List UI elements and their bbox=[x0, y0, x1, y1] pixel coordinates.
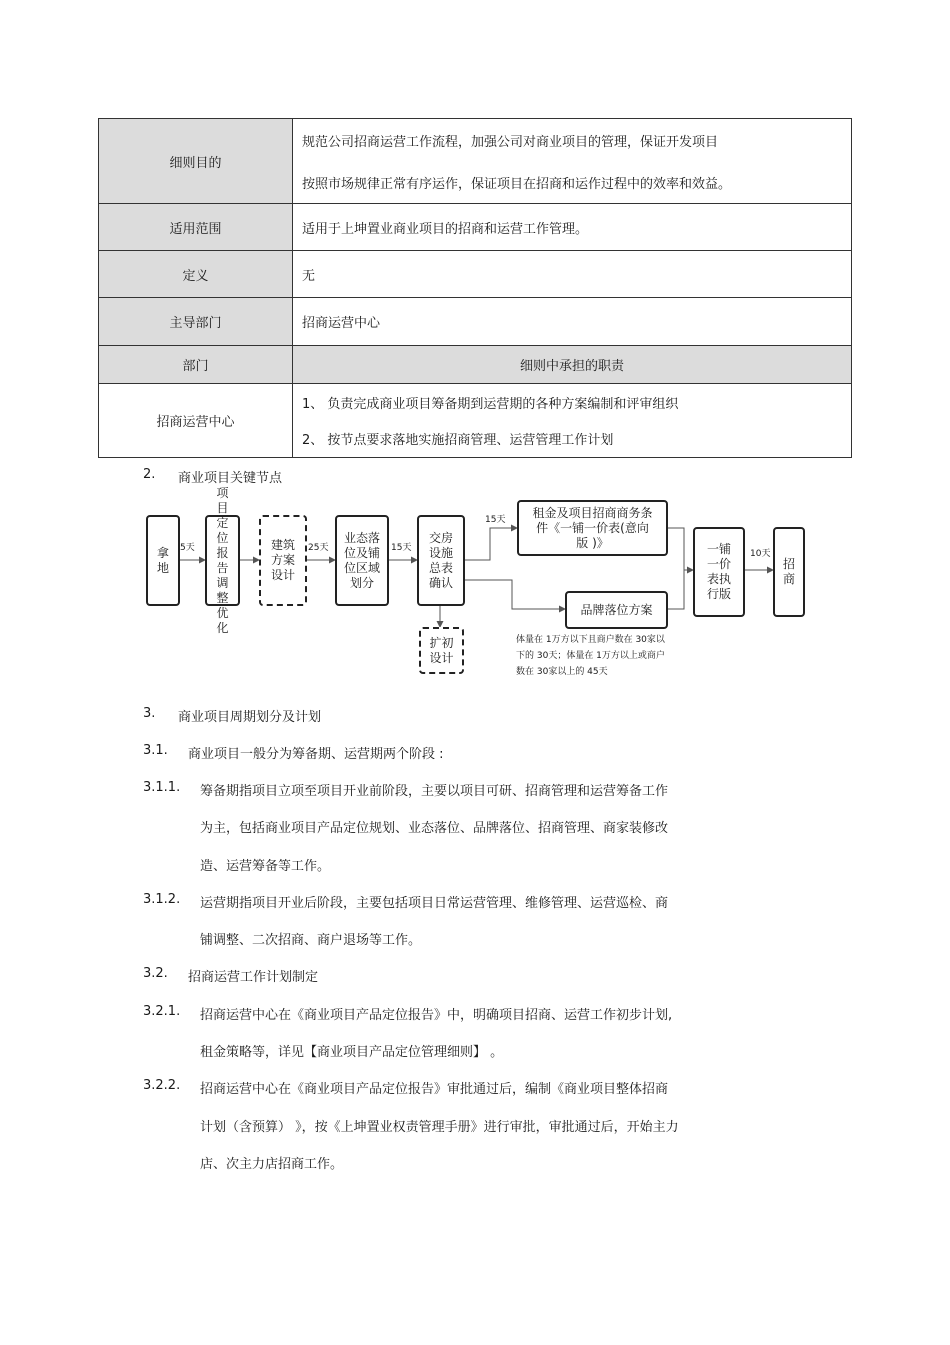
duty-item-1: 1、 负责完成商业项目筹备期到运营期的各种方案编制和评审组织 bbox=[302, 396, 679, 412]
arrow-9 bbox=[668, 570, 684, 609]
scope-label: 适用范围 bbox=[99, 204, 293, 250]
section-3-1-1-line-2: 为主，包括商业项目产品定位规划、业态落位、品牌落位、招商管理、商家装修改 bbox=[200, 821, 669, 836]
lead-dept-value: 招商运营中心 bbox=[302, 316, 381, 331]
node-preliminary-design: 扩初设计 bbox=[419, 627, 464, 674]
scope-value: 适用于上坤置业商业项目的招商和运营工作管理。 bbox=[302, 221, 589, 237]
node-rent-conditions: 租金及项目招商商务条件《一铺一价表(意向版 )》 bbox=[517, 500, 668, 556]
node-format-allocation: 业态落位及铺位区域划分 bbox=[335, 515, 389, 606]
purpose-label: 细则目的 bbox=[99, 119, 293, 203]
section-3-2-1-number: 3.2.1. bbox=[143, 1004, 181, 1019]
node-architecture-design: 建筑方案设计 bbox=[259, 515, 307, 606]
lead-dept-label: 主导部门 bbox=[99, 298, 293, 345]
section-3-2-2-line-3: 店、次主力店招商工作。 bbox=[200, 1157, 344, 1172]
section-3-number: 3. bbox=[143, 706, 156, 721]
duration-label-3: 15天 bbox=[391, 543, 412, 553]
section-3-2-1-line-2: 租金策略等，详见【商业项目产品定位管理细则】 。 bbox=[200, 1045, 504, 1060]
purpose-line-2: 按照市场规律正常有序运作，保证项目在招商和运作过程中的效率和效益。 bbox=[302, 176, 732, 192]
section-3-1-2-line-2: 铺调整、二次招商、商户退场等工作。 bbox=[200, 933, 422, 948]
section-3-2-2-line-2: 计划（含预算） 》，按《上坤置业权责管理手册》进行审批，审批通过后，开始主力 bbox=[200, 1120, 679, 1135]
duration-label-2: 25天 bbox=[308, 543, 329, 553]
duty-item-2: 2、 按节点要求落地实施招商管理、运营管理工作计划 bbox=[302, 433, 614, 449]
section-3-2-2-number: 3.2.2. bbox=[143, 1078, 181, 1093]
dept-name: 招商运营中心 bbox=[99, 384, 293, 457]
duration-label-1: 5天 bbox=[180, 543, 195, 553]
section-2-number: 2. bbox=[143, 467, 156, 482]
duration-label-5: 10天 bbox=[750, 549, 771, 559]
dept-header: 部门 bbox=[99, 346, 293, 383]
duty-header: 细则中承担的职责 bbox=[293, 346, 851, 383]
node-brand-allocation: 品牌落位方案 bbox=[565, 591, 668, 629]
section-3-1-1-line-3: 造、运营筹备等工作。 bbox=[200, 859, 331, 874]
section-3-1-2-number: 3.1.2. bbox=[143, 892, 181, 907]
duration-label-4: 15天 bbox=[485, 515, 506, 525]
arrow-8 bbox=[668, 528, 693, 570]
node-price-table-final: 一铺一价表执行版 bbox=[693, 527, 745, 617]
definition-value: 无 bbox=[302, 268, 316, 284]
section-2-title: 商业项目关键节点 bbox=[178, 471, 283, 486]
purpose-line-1: 规范公司招商运营工作流程，加强公司对商业项目的管理，保证开发项目 bbox=[302, 134, 719, 150]
section-3-1-2-line-1: 运营期指项目开业后阶段，主要包括项目日常运营管理、维修管理、运营巡检、商 bbox=[200, 896, 669, 911]
section-3-1-1-line-1: 筹备期指项目立项至项目开业前阶段，主要以项目可研、招商管理和运营筹备工作 bbox=[200, 784, 669, 799]
node-handover-confirmation: 交房设施总表确认 bbox=[417, 515, 465, 606]
section-3-1-number: 3.1. bbox=[143, 743, 168, 758]
section-3-2-text: 招商运营工作计划制定 bbox=[188, 970, 319, 985]
node-land-acquisition: 拿地 bbox=[146, 515, 180, 606]
section-3-1-1-number: 3.1.1. bbox=[143, 780, 181, 795]
section-3-2-2-line-1: 招商运营中心在《商业项目产品定位报告》审批通过后，编制《商业项目整体招商 bbox=[200, 1082, 669, 1097]
definition-label: 定义 bbox=[99, 251, 293, 297]
arrow-6 bbox=[465, 528, 517, 560]
node-positioning-report: 项目定位报告调整优化 bbox=[205, 515, 240, 606]
arrow-7 bbox=[465, 580, 565, 609]
section-3-1-text: 商业项目一般分为筹备期、运营期两个阶段 : bbox=[188, 747, 444, 762]
brand-allocation-note: 体量在 1万方以下且商户数在 30家以下的 30天；体量在 1万方以上或商户数在 30家以上的 45天 bbox=[516, 635, 665, 677]
section-3-title: 商业项目周期划分及计划 bbox=[178, 710, 322, 725]
section-3-2-1-line-1: 招商运营中心在《商业项目产品定位报告》中，明确项目招商、运营工作初步计划, bbox=[200, 1008, 673, 1023]
section-3-2-number: 3.2. bbox=[143, 966, 168, 981]
node-leasing: 招商 bbox=[773, 527, 805, 617]
